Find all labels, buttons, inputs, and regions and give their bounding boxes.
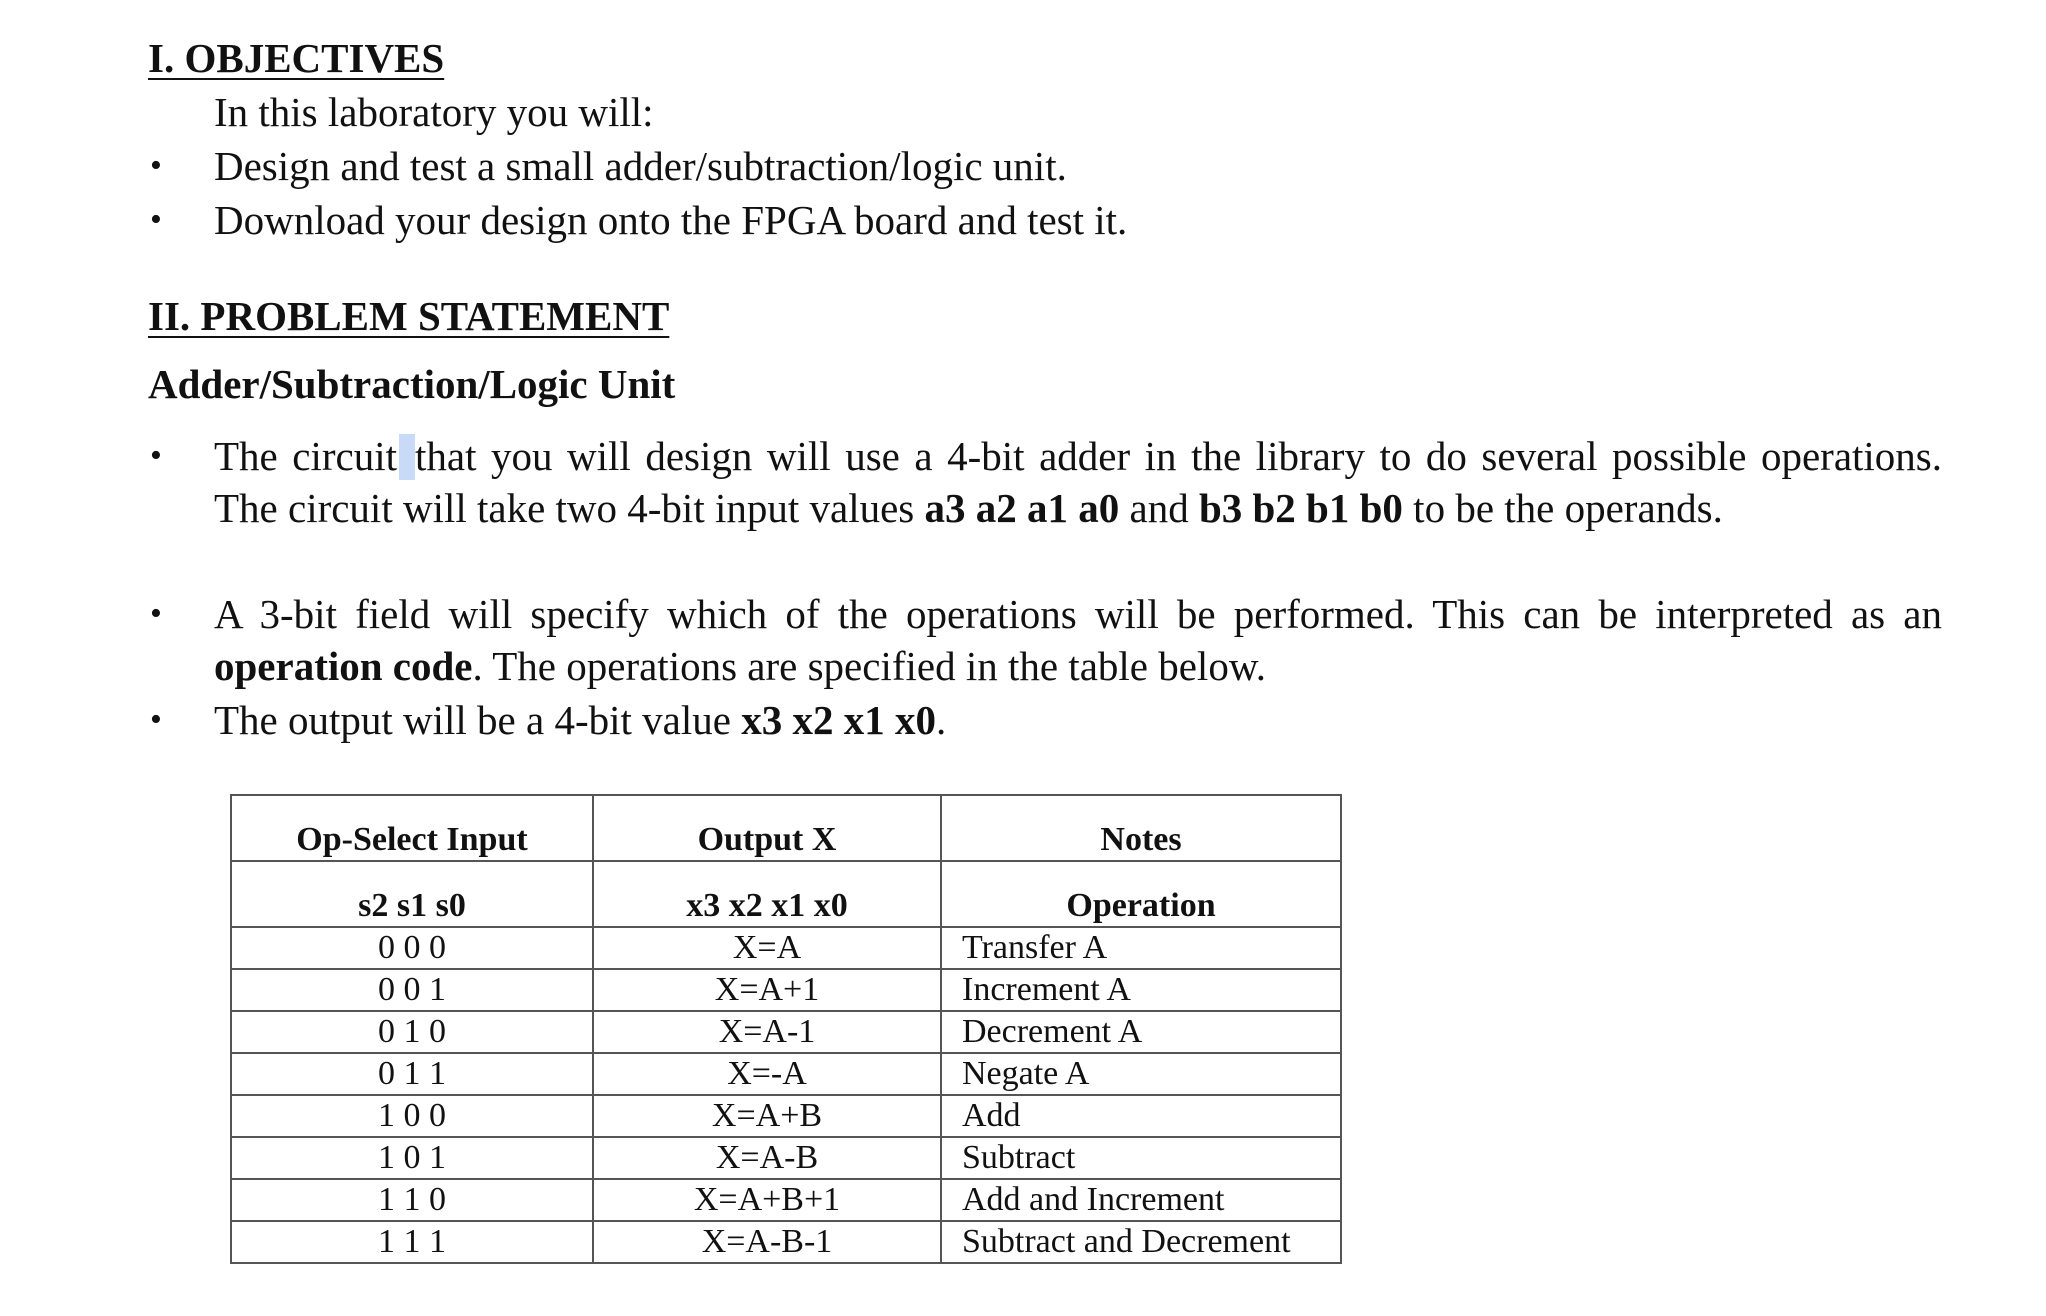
select-cell: 0 0 0	[231, 927, 593, 969]
table-row	[231, 1221, 1341, 1263]
output-cell: X=A+B	[593, 1095, 941, 1137]
table-row	[231, 927, 1341, 969]
operations-table	[230, 794, 1342, 1264]
output-cell: X=A-B	[593, 1137, 941, 1179]
header-output: Output X	[593, 795, 941, 861]
operation-cell: Negate A	[941, 1053, 1341, 1095]
operation-cell: Decrement A	[941, 1011, 1341, 1053]
operation-cell: Subtract	[941, 1137, 1341, 1179]
select-cell: 0 0 1	[231, 969, 593, 1011]
table-row	[231, 1137, 1341, 1179]
text-span: .	[935, 697, 947, 743]
text-cursor-highlight	[399, 434, 415, 480]
operation-cell: Subtract and Decrement	[941, 1221, 1341, 1263]
select-cell: 1 0 0	[231, 1095, 593, 1137]
problem-heading: II. PROBLEM STATEMENT	[148, 293, 670, 339]
text-span: and	[1119, 485, 1199, 531]
output-cell: X=A+B+1	[593, 1179, 941, 1221]
table-row	[231, 1053, 1341, 1095]
operation-cell: Add and Increment	[941, 1179, 1341, 1221]
output-cell: X=A+1	[593, 969, 941, 1011]
text-span: that you will design will use a 4-bit adder in the library to do several possible operations. The circuit will take two 4-bit input values	[214, 433, 1943, 531]
operand-a-bits: a3 a2 a1 a0	[924, 485, 1120, 531]
select-cell: 1 1 1	[231, 1221, 593, 1263]
subheader-operation: Operation	[941, 861, 1341, 927]
output-cell: X=-A	[593, 1053, 941, 1095]
subheader-output-bits: x3 x2 x1 x0	[593, 861, 941, 927]
output-cell: X=A-B-1	[593, 1221, 941, 1263]
text-span: A 3-bit field will specify which of the operations will be performed. This can be interpreted as an	[214, 591, 1942, 637]
table-row	[231, 1179, 1341, 1221]
table-row	[231, 1011, 1341, 1053]
header-notes: Notes	[941, 795, 1341, 861]
objectives-heading: I. OBJECTIVES	[148, 35, 445, 81]
problem-bullet-3	[214, 694, 1942, 746]
problem-bullet-2	[214, 588, 1942, 692]
objectives-bullet-1: Design and test a small adder/subtraction/logic unit.	[214, 143, 1067, 189]
problem-subheading: Adder/Subtraction/Logic Unit	[148, 361, 676, 407]
subheader-select-bits: s2 s1 s0	[231, 861, 593, 927]
select-cell: 0 1 1	[231, 1053, 593, 1095]
table-header-row	[231, 795, 1341, 861]
problem-bullet-1	[214, 430, 1942, 534]
output-cell: X=A	[593, 927, 941, 969]
header-op-select: Op-Select Input	[231, 795, 593, 861]
select-cell: 1 1 0	[231, 1179, 593, 1221]
operand-b-bits: b3 b2 b1 b0	[1198, 485, 1403, 531]
operation-code-term: operation code	[214, 643, 473, 689]
table-row	[231, 1095, 1341, 1137]
objectives-intro: In this laboratory you will:	[214, 89, 654, 135]
bullet-dot: •	[150, 147, 162, 184]
bullet-dot: •	[150, 701, 162, 738]
table-row	[231, 969, 1341, 1011]
operation-cell: Transfer A	[941, 927, 1341, 969]
bullet-dot: •	[150, 595, 162, 632]
text-span: The output will be a 4-bit value	[214, 697, 742, 743]
operation-cell: Increment A	[941, 969, 1341, 1011]
select-cell: 0 1 0	[231, 1011, 593, 1053]
text-span: The circuit	[214, 433, 397, 479]
text-span: . The operations are specified in the table below.	[472, 643, 1267, 689]
text-span: to be the operands.	[1402, 485, 1723, 531]
output-cell: X=A-1	[593, 1011, 941, 1053]
objectives-bullet-2: Download your design onto the FPGA board and test it.	[214, 197, 1128, 243]
operation-cell: Add	[941, 1095, 1341, 1137]
bullet-dot: •	[150, 437, 162, 474]
select-cell: 1 0 1	[231, 1137, 593, 1179]
bullet-dot: •	[150, 201, 162, 238]
table-subheader-row	[231, 861, 1341, 927]
output-bits: x3 x2 x1 x0	[741, 697, 936, 743]
